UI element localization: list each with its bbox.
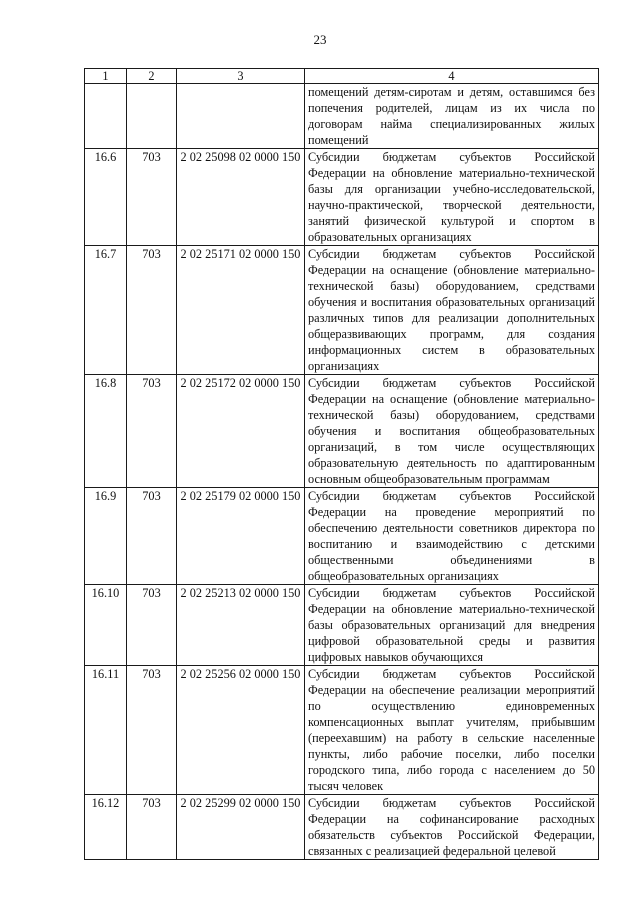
table-row: [85, 149, 599, 246]
revenue-code: 2 02 25256 02 0000 150: [177, 666, 305, 795]
admin-code: 703: [127, 375, 177, 488]
row-number: 16.7: [85, 246, 127, 375]
admin-code: 703: [127, 149, 177, 246]
revenue-code: 2 02 25098 02 0000 150: [177, 149, 305, 246]
revenue-description: Субсидии бюджетам субъектов Российской Федерации на оснащение (обновление материально-технической базы) оборудованием, средствами обучения и воспитания образовательных организаций различных типов для реализации дополнительных общеразвивающих программ, для создания информационных систем в образовательных организациях: [305, 246, 599, 375]
header-col-4: 4: [305, 69, 599, 84]
row-number: 16.8: [85, 375, 127, 488]
admin-code: 703: [127, 488, 177, 585]
table-header-row: [85, 69, 599, 84]
header-col-3: 3: [177, 69, 305, 84]
table-row: [85, 246, 599, 375]
row-number: 16.11: [85, 666, 127, 795]
revenue-code: 2 02 25213 02 0000 150: [177, 585, 305, 666]
row-number: 16.9: [85, 488, 127, 585]
header-col-2: 2: [127, 69, 177, 84]
table-row: [85, 795, 599, 860]
row-number: 16.10: [85, 585, 127, 666]
revenue-description: Субсидии бюджетам субъектов Российской Федерации на обеспечение реализации мероприятий по осуществлению единовременных компенсационных выплат учителям, прибывшим (переехавшим) на работу в сельские населенные пункты, либо рабочие поселки, либо поселки городского типа, либо города с населением до 50 тысяч человек: [305, 666, 599, 795]
table-row: [85, 488, 599, 585]
page-number: 23: [313, 32, 327, 47]
revenue-code: 2 02 25299 02 0000 150: [177, 795, 305, 860]
admin-code: 703: [127, 795, 177, 860]
revenue-description: помещений детям-сиротам и детям, оставшимся без попечения родителей, лицам из их числа по договорам найма специализированных жилых помещений: [305, 84, 599, 149]
admin-code: [127, 84, 177, 149]
budget-classification-table: [84, 68, 599, 860]
table-row: [85, 585, 599, 666]
table-row: [85, 666, 599, 795]
revenue-description: Субсидии бюджетам субъектов Российской Федерации на обновление материально-технической базы образовательных организаций для внедрения цифровой образовательной среды и развития цифровых навыков обучающихся: [305, 585, 599, 666]
revenue-description: Субсидии бюджетам субъектов Российской Федерации на проведение мероприятий по обеспечению деятельности советников директора по воспитанию и взаимодействию с детскими общественными объединениями в общеобразовательных организациях: [305, 488, 599, 585]
admin-code: 703: [127, 246, 177, 375]
revenue-code: 2 02 25171 02 0000 150: [177, 246, 305, 375]
revenue-code: 2 02 25172 02 0000 150: [177, 375, 305, 488]
revenue-description: Субсидии бюджетам субъектов Российской Федерации на софинансирование расходных обязательств субъектов Российской Федерации, связанных с реализацией федеральной целевой: [305, 795, 599, 860]
row-number: 16.12: [85, 795, 127, 860]
revenue-description: Субсидии бюджетам субъектов Российской Федерации на оснащение (обновление материально-технической базы) оборудованием, средствами обучения и воспитания общеобразовательных организаций, в том числе осуществляющих образовательную деятельность по адаптированным основным общеобразовательным программам: [305, 375, 599, 488]
row-number: [85, 84, 127, 149]
revenue-description: Субсидии бюджетам субъектов Российской Федерации на обновление материально-технической базы для организации учебно-исследовательской, научно-практической, творческой деятельности, занятий физической культурой и спортом в образовательных организациях: [305, 149, 599, 246]
admin-code: 703: [127, 585, 177, 666]
revenue-code: 2 02 25179 02 0000 150: [177, 488, 305, 585]
table-row: [85, 84, 599, 149]
admin-code: 703: [127, 666, 177, 795]
row-number: 16.6: [85, 149, 127, 246]
revenue-code: [177, 84, 305, 149]
header-col-1: 1: [85, 69, 127, 84]
table-row: [85, 375, 599, 488]
